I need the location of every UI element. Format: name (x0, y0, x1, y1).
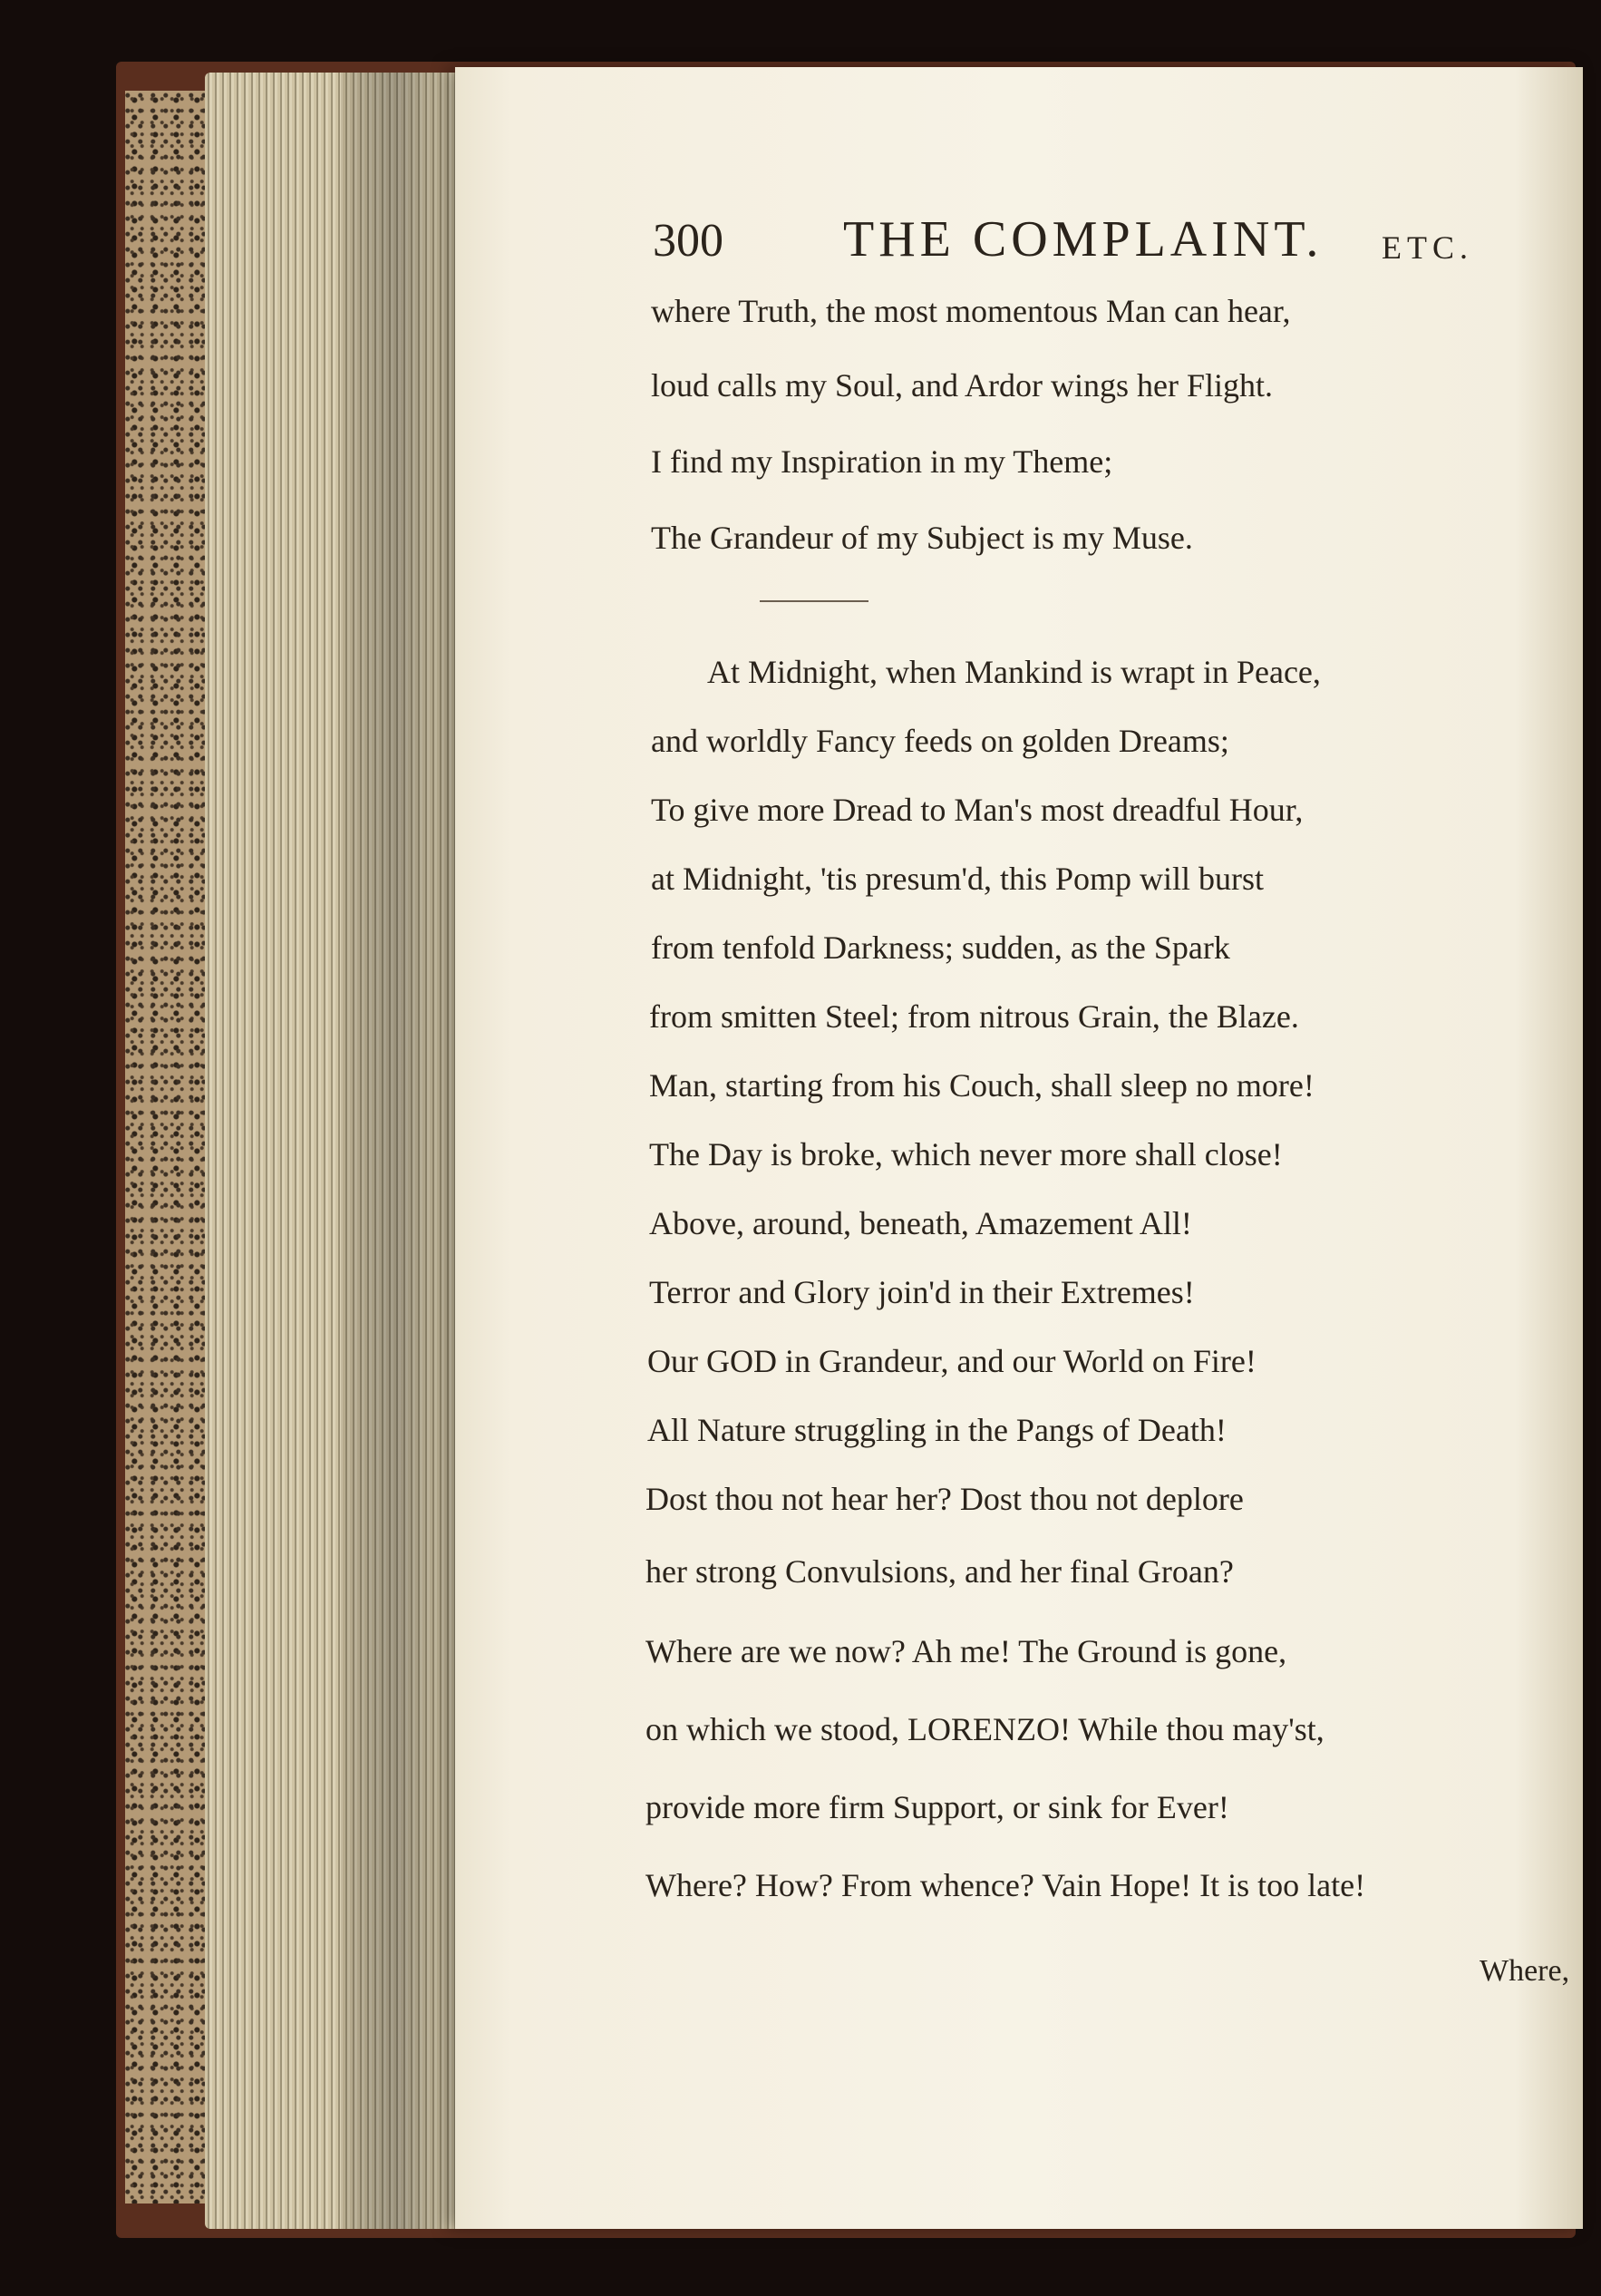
text-line: Terror and Glory join'd in their Extremes! (649, 1274, 1195, 1310)
running-header (653, 207, 1487, 279)
text-line: on which we stood, LORENZO! While thou may'st, (645, 1711, 1324, 1747)
page-edges (205, 73, 468, 2229)
text-line: provide more firm Support, or sink for Ever! (645, 1789, 1229, 1825)
text-line: Above, around, beneath, Amazement All! (649, 1205, 1192, 1241)
text-line: I find my Inspiration in my Theme; (651, 443, 1113, 480)
text-line: Our GOD in Grandeur, and our World on Fire! (647, 1343, 1257, 1379)
text-line: All Nature struggling in the Pangs of Death! (647, 1412, 1227, 1448)
text-line: loud calls my Soul, and Ardor wings her Flight. (651, 367, 1273, 404)
running-title-suffix: ETC. (1382, 229, 1473, 266)
text-line: Dost thou not hear her? Dost thou not deplore (645, 1481, 1244, 1517)
text-line: from smitten Steel; from nitrous Grain, the Blaze. (649, 998, 1299, 1035)
text-line: her strong Convulsions, and her final Groan? (645, 1553, 1234, 1590)
text-line: Man, starting from his Couch, shall sleep no more! (649, 1067, 1315, 1104)
text-line: where Truth, the most momentous Man can hear, (651, 293, 1291, 329)
text-line: at Midnight, 'tis presum'd, this Pomp will burst (651, 861, 1265, 897)
text-line: from tenfold Darkness; sudden, as the Spark (651, 929, 1230, 966)
text-line: and worldly Fancy feeds on golden Dreams; (651, 723, 1229, 759)
catchword: Where, (1480, 1954, 1570, 1988)
section-separator (760, 600, 868, 602)
text-line: At Midnight, when Mankind is wrapt in Peace, (707, 654, 1321, 690)
text-line: The Grandeur of my Subject is my Muse. (651, 520, 1193, 556)
text-line: Where? How? From whence? Vain Hope! It is too late! (645, 1867, 1366, 1903)
text-line: To give more Dread to Man's most dreadful Hour, (651, 792, 1304, 828)
text-line: The Day is broke, which never more shall close! (649, 1136, 1283, 1172)
page-number: 300 (653, 215, 723, 267)
text-line: Where are we now? Ah me! The Ground is gone, (645, 1633, 1287, 1669)
running-title: THE COMPLAINT. (843, 211, 1324, 268)
